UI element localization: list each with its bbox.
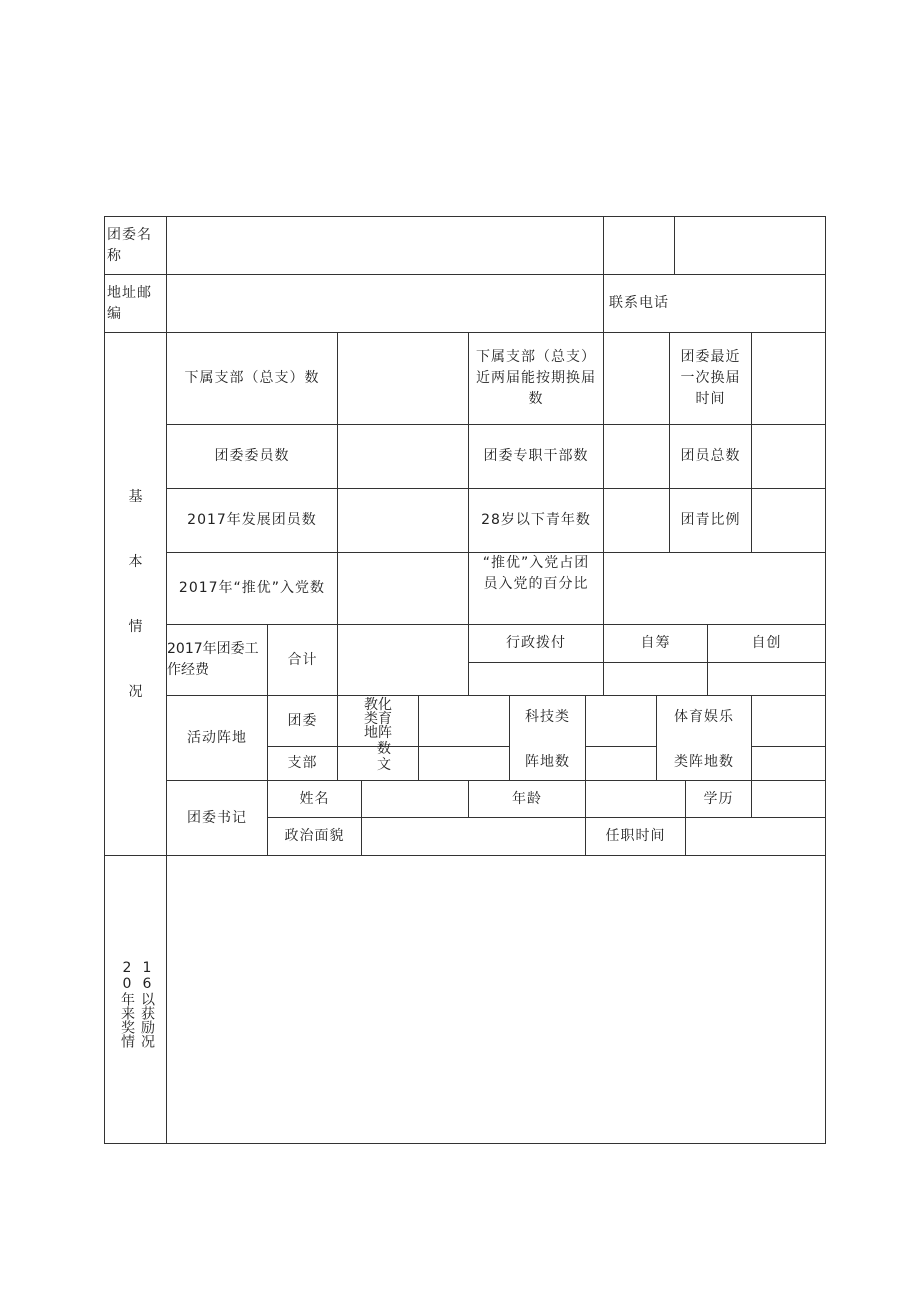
sec-tenure-field[interactable] <box>686 818 825 855</box>
venue-culture-text: 数 <box>377 741 391 757</box>
funds-label: 2017年团委工作经费 <box>167 641 259 678</box>
sec-education-label: 学历 <box>703 790 734 807</box>
fulltime-cadres-field[interactable] <box>604 425 669 488</box>
venue-culture-branch-field[interactable] <box>419 747 509 780</box>
contact-phone-label: 联系电话 <box>609 295 669 311</box>
fulltime-cadres-label: 团委专职干部数 <box>483 448 589 464</box>
committee-name-label: 团委名称 <box>107 227 152 264</box>
venue-culture-text: 教化 <box>364 697 392 713</box>
venue-sports-label-top: 体育娱乐 <box>674 708 734 725</box>
sec-education-field[interactable] <box>752 781 825 817</box>
recommended-pct-label: “推优”入党占团员入党的百分比 <box>482 555 590 592</box>
sec-name-field[interactable] <box>362 781 468 817</box>
funds-total-field[interactable] <box>338 625 468 695</box>
youth-under28-field[interactable] <box>604 489 669 552</box>
recommended-party-label: 2017年“推优”入党数 <box>178 580 326 596</box>
member-youth-ratio-field[interactable] <box>752 489 825 552</box>
awards-label-col1: 16以获励况 <box>139 960 155 1048</box>
total-members-label: 团员总数 <box>680 448 741 464</box>
new-members-field[interactable] <box>338 489 468 552</box>
funds-admin-field[interactable] <box>469 663 603 695</box>
venue-sci-label-bottom: 阵地数 <box>525 753 570 770</box>
funds-self-created-field[interactable] <box>708 663 825 695</box>
funds-self-raised-field[interactable] <box>604 663 707 695</box>
contact-phone-field[interactable] <box>675 275 825 332</box>
venue-committee-label: 团委 <box>287 712 318 729</box>
recommended-party-field[interactable] <box>338 553 468 624</box>
sec-political-label: 政治面貌 <box>284 828 345 844</box>
funds-self-created-label: 自创 <box>751 635 782 651</box>
venue-sports-label-bottom: 类阵地数 <box>674 753 734 770</box>
venue-sports-committee-field[interactable] <box>752 696 825 746</box>
secretary-label: 团委书记 <box>187 809 247 826</box>
new-members-label: 2017年发展团员数 <box>187 512 317 528</box>
basic-info-section-label: 基 本 情 况 <box>128 489 143 700</box>
recommended-pct-field[interactable] <box>604 553 825 624</box>
venue-culture-committee-field[interactable] <box>419 696 509 746</box>
sec-name-label: 姓名 <box>299 790 330 807</box>
venues-label: 活动阵地 <box>187 729 247 746</box>
address-postcode-field[interactable] <box>167 275 602 332</box>
grid-line <box>825 216 826 1144</box>
venue-branch-label: 支部 <box>287 755 318 771</box>
youth-under28-label: 28岁以下青年数 <box>481 512 591 528</box>
sec-age-field[interactable] <box>586 781 685 817</box>
branches-on-time-label: 下属支部（总支）近两届能按期换届数 <box>476 349 596 407</box>
address-postcode-label: 地址邮编 <box>107 285 152 322</box>
funds-total-label: 合计 <box>287 651 318 668</box>
committee-members-field[interactable] <box>338 425 468 488</box>
sec-political-field[interactable] <box>362 818 585 855</box>
funds-self-raised-label: 自筹 <box>640 635 671 651</box>
sec-tenure-label: 任职时间 <box>605 828 666 844</box>
committee-members-label: 团委委员数 <box>214 448 290 464</box>
venue-culture-text: 地阵 <box>364 725 392 741</box>
funds-admin-label: 行政拨付 <box>506 635 566 651</box>
venue-sci-committee-field[interactable] <box>586 696 656 746</box>
last-election-label: 团委最近一次换届时间 <box>680 349 741 407</box>
venue-culture-text: 类育 <box>364 711 392 727</box>
branches-on-time-field[interactable] <box>604 333 669 424</box>
member-youth-ratio-label: 团青比例 <box>680 512 741 528</box>
awards-label-col2: 20年来奖情 <box>119 960 135 1048</box>
venue-culture-text: 文 <box>377 757 391 773</box>
branches-count-field[interactable] <box>338 333 468 424</box>
venue-sci-label-top: 科技类 <box>525 708 570 725</box>
sec-age-label: 年龄 <box>512 790 542 807</box>
venue-sports-branch-field[interactable] <box>752 747 825 780</box>
last-election-field[interactable] <box>752 333 825 424</box>
committee-name-field[interactable] <box>167 217 602 274</box>
branches-count-label: 下属支部（总支）数 <box>184 370 320 386</box>
total-members-field[interactable] <box>752 425 825 488</box>
awards-field[interactable] <box>167 856 825 1143</box>
grid-line <box>674 216 675 275</box>
grid-line <box>104 1143 826 1144</box>
venue-culture-label <box>338 696 418 780</box>
venue-sci-branch-field[interactable] <box>586 747 656 780</box>
